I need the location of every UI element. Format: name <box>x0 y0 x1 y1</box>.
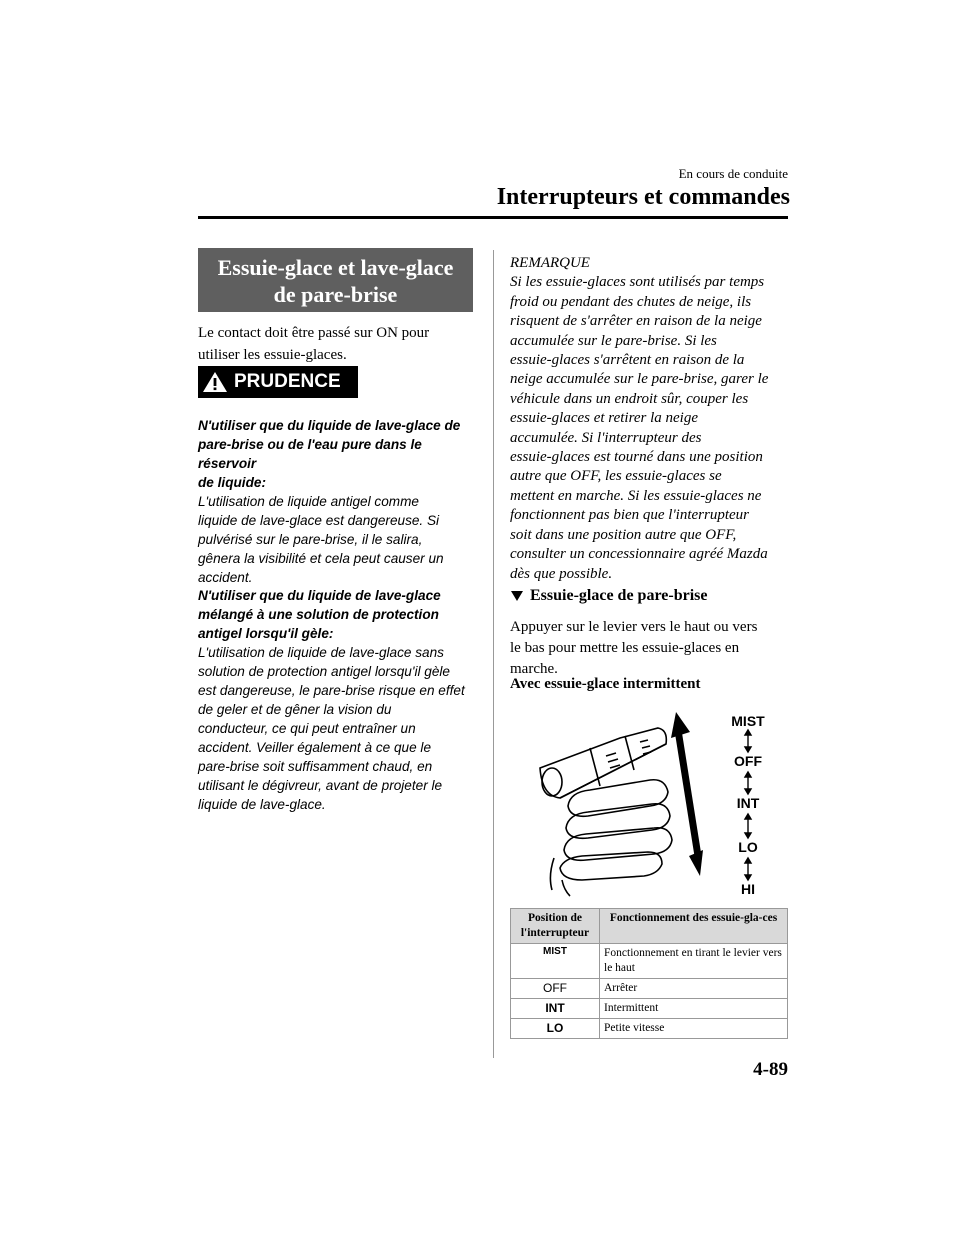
position-cell: INT <box>511 999 600 1019</box>
warning-body-line: conducteur, ce qui peut entraîner un <box>198 721 416 736</box>
note-line: autre que OFF, les essuie-glaces se <box>510 468 722 485</box>
label-hi: HI <box>741 881 755 897</box>
body-line: le bas pour mettre les essuie-glaces en <box>510 640 740 656</box>
up-down-arrow-icon <box>671 712 703 876</box>
intro-line: utiliser les essuie-glaces. <box>198 347 347 363</box>
table-row <box>511 979 788 999</box>
note-line: essuie-glaces et retirer la neige <box>510 410 698 427</box>
note-line: risquent de s'arrêter en raison de la neige <box>510 313 762 330</box>
position-cell: MIST <box>511 944 600 979</box>
warning-body-line: solution de protection antigel lorsqu'il gèle <box>198 664 450 679</box>
column-header: Fonctionnement des essuie-gla-ces <box>600 909 788 944</box>
note-line: essuie-glaces s'arrêtent en raison de la <box>510 352 745 369</box>
warning-body-line: L'utilisation de liquide antigel comme <box>198 494 419 509</box>
label-mist: MIST <box>731 713 765 729</box>
note-line: essuie-glaces est tourné dans une position <box>510 449 763 466</box>
running-header-section: En cours de conduite <box>678 166 788 181</box>
variant-title: Avec essuie-glace intermittent <box>510 676 701 692</box>
note-line: accumulée. Si l'interrupteur des <box>510 429 702 446</box>
warning-triangle-icon <box>202 370 228 394</box>
note-line: mettent en marche. Si les essuie-glaces ne <box>510 487 762 504</box>
column-header: Position de l'interrupteur <box>511 909 600 944</box>
switch-position-table <box>510 908 788 1039</box>
header-rule <box>198 216 788 219</box>
warning-body-line: liquide de lave-glace est dangereuse. Si <box>198 513 440 528</box>
table-row <box>511 1019 788 1039</box>
warning-body-line: pulvérisé sur le pare-brise, il le salira, <box>198 532 423 547</box>
running-header-title: Interrupteurs et commandes <box>496 184 790 210</box>
position-cell: OFF <box>511 979 600 999</box>
operation-cell: Petite vitesse <box>600 1019 788 1039</box>
operation-cell: Fonctionnement en tirant le levier vers le haut <box>600 944 788 979</box>
warning-body-line: L'utilisation de liquide de lave-glace sans <box>198 645 444 660</box>
position-cell: LO <box>511 1019 600 1039</box>
triangle-down-icon <box>510 590 524 602</box>
page-number: 4-89 <box>753 1059 788 1080</box>
label-off: OFF <box>734 753 762 769</box>
warning-body-line: est dangereuse, le pare-brise risque en effet <box>198 683 465 698</box>
warning-heading-line: antigel lorsqu'il gèle: <box>198 626 334 641</box>
warning-body-line: accident. Veiller également à ce que le <box>198 740 431 755</box>
intro-text <box>198 322 483 366</box>
warning-heading-line: N'utiliser que du liquide de lave-glace <box>198 588 441 603</box>
operation-cell: Intermittent <box>600 999 788 1019</box>
table-row <box>511 999 788 1019</box>
label-int: INT <box>736 795 760 811</box>
warning-body-line: liquide de lave-glace. <box>198 797 326 812</box>
note-line: dès que possible. <box>510 565 613 582</box>
body-line: Appuyer sur le levier vers le haut ou vers <box>510 619 758 635</box>
warning-block-2 <box>198 586 483 814</box>
section-title-box <box>198 248 473 312</box>
warning-heading-line: mélangé à une solution de protection <box>198 607 439 622</box>
warning-heading-line: N'utiliser que du liquide de lave-glace de <box>198 418 461 433</box>
label-lo: LO <box>738 839 758 855</box>
note-line: froid ou pendant des chutes de neige, ils <box>510 293 752 310</box>
note-line: fonctionnent pas bien que l'interrupteur <box>510 507 750 524</box>
subsection-title: Essuie-glace de pare-brise <box>530 587 708 604</box>
table-row <box>511 944 788 979</box>
note-line: soit dans une position autre que OFF, <box>510 526 737 543</box>
note-label: REMARQUE <box>510 255 590 271</box>
caution-label: PRUDENCE <box>234 371 341 392</box>
note-line: neige accumulée sur le pare-brise, garer le <box>510 371 769 388</box>
caution-badge <box>198 366 358 398</box>
warning-body-line: gênera la visibilité et cela peut causer un <box>198 551 444 566</box>
operation-cell: Arrêter <box>600 979 788 999</box>
table-header-row <box>511 909 788 944</box>
warning-heading-line: pare-brise ou de l'eau pure dans le réservoir <box>198 437 422 471</box>
note-line: Si les essuie-glaces sont utilisés par temps <box>510 274 765 291</box>
column-divider <box>493 250 494 1058</box>
note-line: accumulée sur le pare-brise. Si les <box>510 332 717 349</box>
warning-body-line: pare-brise soit suffisamment chaud, en <box>198 759 433 774</box>
body-line: marche. <box>510 661 558 677</box>
note-line: véhicule dans un endroit sûr, couper les <box>510 390 749 407</box>
warning-body-line: utilisant le dégivreur, avant de projeter le <box>198 778 443 793</box>
note-block <box>510 254 795 584</box>
warning-heading-line: de liquide: <box>198 475 266 490</box>
warning-body-line: accident. <box>198 570 253 585</box>
warning-body-line: de geler et de gêner la vision du <box>198 702 392 717</box>
warning-block-1 <box>198 416 483 587</box>
wiper-lever-illustration <box>530 708 780 900</box>
hand-and-lever-drawing <box>540 728 672 896</box>
subsection-body <box>510 617 795 680</box>
section-title-line1: Essuie-glace et lave-glace <box>217 255 454 280</box>
subsection-heading <box>510 587 707 605</box>
section-title-line2: de pare-brise <box>273 282 398 307</box>
note-line: consulter un concessionnaire agréé Mazda <box>510 546 768 563</box>
intro-line: Le contact doit être passé sur ON pour <box>198 325 430 341</box>
